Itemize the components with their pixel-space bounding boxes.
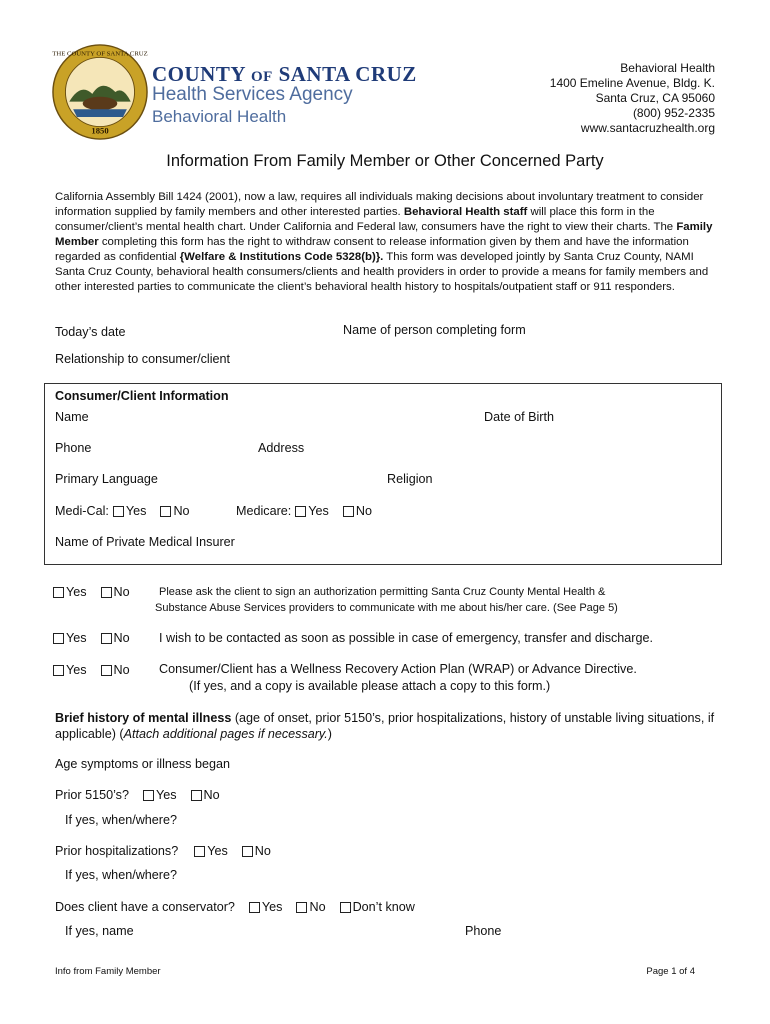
division-name: Behavioral Health bbox=[152, 107, 287, 126]
wrap-yes-checkbox[interactable] bbox=[53, 665, 64, 676]
medical-row bbox=[55, 504, 190, 518]
client-address-label[interactable]: Address bbox=[258, 441, 305, 455]
wrap-no-checkbox[interactable] bbox=[101, 665, 112, 676]
contact-yes-no bbox=[53, 631, 130, 645]
wrap-no-label: No bbox=[113, 663, 130, 677]
medical-no-label: No bbox=[173, 504, 190, 518]
prior-5150-yes-checkbox[interactable] bbox=[143, 790, 154, 801]
agency-name: Health Services Agency bbox=[152, 84, 353, 105]
authorize-yes-no bbox=[53, 585, 130, 599]
wrap-yes-no bbox=[53, 663, 130, 677]
address-block bbox=[550, 61, 715, 136]
age-began-label[interactable]: Age symptoms or illness began bbox=[55, 757, 230, 771]
prior-hosp-label: Prior hospitalizations? bbox=[55, 844, 179, 858]
prior-hosp-yes-checkbox[interactable] bbox=[194, 846, 205, 857]
footer-form-name: Info from Family Member bbox=[55, 966, 161, 977]
conservator-no-checkbox[interactable] bbox=[296, 902, 307, 913]
wrap-yes-label: Yes bbox=[66, 663, 87, 677]
medical-no-checkbox[interactable] bbox=[160, 506, 171, 517]
conservator-dont-know-checkbox[interactable] bbox=[340, 902, 351, 913]
conservator-dont-know-label: Don’t know bbox=[352, 900, 415, 914]
medical-label: Medi-Cal: bbox=[55, 504, 109, 518]
prior-5150-row bbox=[55, 788, 220, 802]
prior-5150-no-label: No bbox=[203, 788, 220, 802]
prior-hosp-row bbox=[55, 844, 271, 858]
svg-text:1850: 1850 bbox=[91, 125, 109, 136]
authorize-yes-label: Yes bbox=[66, 585, 87, 599]
prior-5150-yes-label: Yes bbox=[155, 788, 177, 802]
county-seal bbox=[52, 44, 148, 140]
when-where-1-label[interactable]: If yes, when/where? bbox=[65, 813, 178, 827]
authorize-text-1: Please ask the client to sign an authorization permitting Santa Cruz County Mental Health & bbox=[159, 586, 606, 598]
contact-no-label: No bbox=[113, 631, 130, 645]
conservator-yes-label: Yes bbox=[261, 900, 283, 914]
relationship-label[interactable]: Relationship to consumer/client bbox=[55, 352, 231, 366]
prior-5150-no-checkbox[interactable] bbox=[191, 790, 202, 801]
county-name: COUNTY OF SANTA CRUZ bbox=[152, 62, 417, 86]
conservator-no-label: No bbox=[309, 900, 326, 914]
contact-text: I wish to be contacted as soon as possible in case of emergency, transfer and discharge. bbox=[159, 631, 653, 645]
contact-no-checkbox[interactable] bbox=[101, 633, 112, 644]
history-heading: Brief history of mental illness (age of onset, prior 5150’s, prior hospitalizations, history of unstable living situations, if applicable) (Attach additional pages if necessary.) bbox=[55, 711, 715, 741]
form-title: Information From Family Member or Other Concerned Party bbox=[166, 152, 604, 170]
authorize-no-checkbox[interactable] bbox=[101, 587, 112, 598]
conservator-yes-checkbox[interactable] bbox=[249, 902, 260, 913]
authorize-no-label: No bbox=[113, 585, 130, 599]
medicare-no-checkbox[interactable] bbox=[343, 506, 354, 517]
wrap-text-1: Consumer/Client has a Wellness Recovery Action Plan (WRAP) or Advance Directive. bbox=[159, 662, 637, 676]
insurer-label[interactable]: Name of Private Medical Insurer bbox=[55, 535, 235, 549]
medicare-no-label: No bbox=[355, 504, 372, 518]
prior-hosp-yes-label: Yes bbox=[207, 844, 228, 858]
conservator-label: Does client have a conservator? bbox=[55, 900, 235, 914]
client-info-heading: Consumer/Client Information bbox=[55, 389, 229, 403]
contact-yes-label: Yes bbox=[66, 631, 87, 645]
address-street: 1400 Emeline Avenue, Bldg. K. bbox=[549, 76, 715, 90]
language-label[interactable]: Primary Language bbox=[55, 472, 158, 486]
page-number: Page 1 of 4 bbox=[646, 966, 695, 977]
religion-label[interactable]: Religion bbox=[387, 472, 433, 486]
address-website[interactable]: www.santacruzhealth.org bbox=[580, 121, 715, 135]
todays-date-label[interactable]: Today’s date bbox=[55, 325, 126, 339]
conservator-phone-label[interactable]: Phone bbox=[465, 924, 502, 938]
prior-5150-label: Prior 5150’s? bbox=[55, 788, 129, 802]
contact-yes-checkbox[interactable] bbox=[53, 633, 64, 644]
conservator-row bbox=[55, 900, 415, 914]
conservator-name-label[interactable]: If yes, name bbox=[65, 924, 134, 938]
medical-yes-label: Yes bbox=[125, 504, 147, 518]
authorize-yes-checkbox[interactable] bbox=[53, 587, 64, 598]
client-phone-label[interactable]: Phone bbox=[55, 441, 92, 455]
medical-yes-checkbox[interactable] bbox=[113, 506, 124, 517]
address-dept: Behavioral Health bbox=[620, 61, 715, 75]
medicare-yes-checkbox[interactable] bbox=[295, 506, 306, 517]
prior-hosp-no-checkbox[interactable] bbox=[242, 846, 253, 857]
svg-text:THE COUNTY OF SANTA CRUZ: THE COUNTY OF SANTA CRUZ bbox=[52, 50, 148, 58]
prior-hosp-no-label: No bbox=[254, 844, 271, 858]
client-name-label[interactable]: Name bbox=[55, 410, 89, 424]
intro-paragraph: California Assembly Bill 1424 (2001), now a law, requires all individuals making decisions about involuntary treatment to consider information supplied by family members and other interested parties. Behavioral Health staff will place this form in the consumer/client’s mental health chart. Under California and Federal law, consumers have the right to view their charts. The Family Member completing this form has the right to withdraw consent to release information given by them and have the information regarded as confidential {Welfare & Institutions Code 5328(b)}. This form was developed jointly by Santa Cruz County, NAMI Santa Cruz County, behavioral health consumers/clients and health providers in order to provide a means for family members and other interested parties to communicate the client’s behavioral health history to hospitals/outpatient staff or 911 responders. bbox=[55, 191, 713, 293]
medicare-label: Medicare: bbox=[236, 504, 292, 518]
authorize-text-2: Substance Abuse Services providers to communicate with me about his/her care. (See Page 5) bbox=[155, 602, 618, 614]
wrap-text-2: (If yes, and a copy is available please attach a copy to this form.) bbox=[189, 679, 551, 693]
name-completing-label[interactable]: Name of person completing form bbox=[343, 323, 526, 337]
address-phone: (800) 952-2335 bbox=[632, 106, 715, 120]
dob-label[interactable]: Date of Birth bbox=[484, 410, 554, 424]
medicare-row bbox=[236, 504, 372, 518]
when-where-2-label[interactable]: If yes, when/where? bbox=[65, 868, 178, 882]
medicare-yes-label: Yes bbox=[308, 504, 329, 518]
address-city: Santa Cruz, CA 95060 bbox=[595, 91, 715, 105]
